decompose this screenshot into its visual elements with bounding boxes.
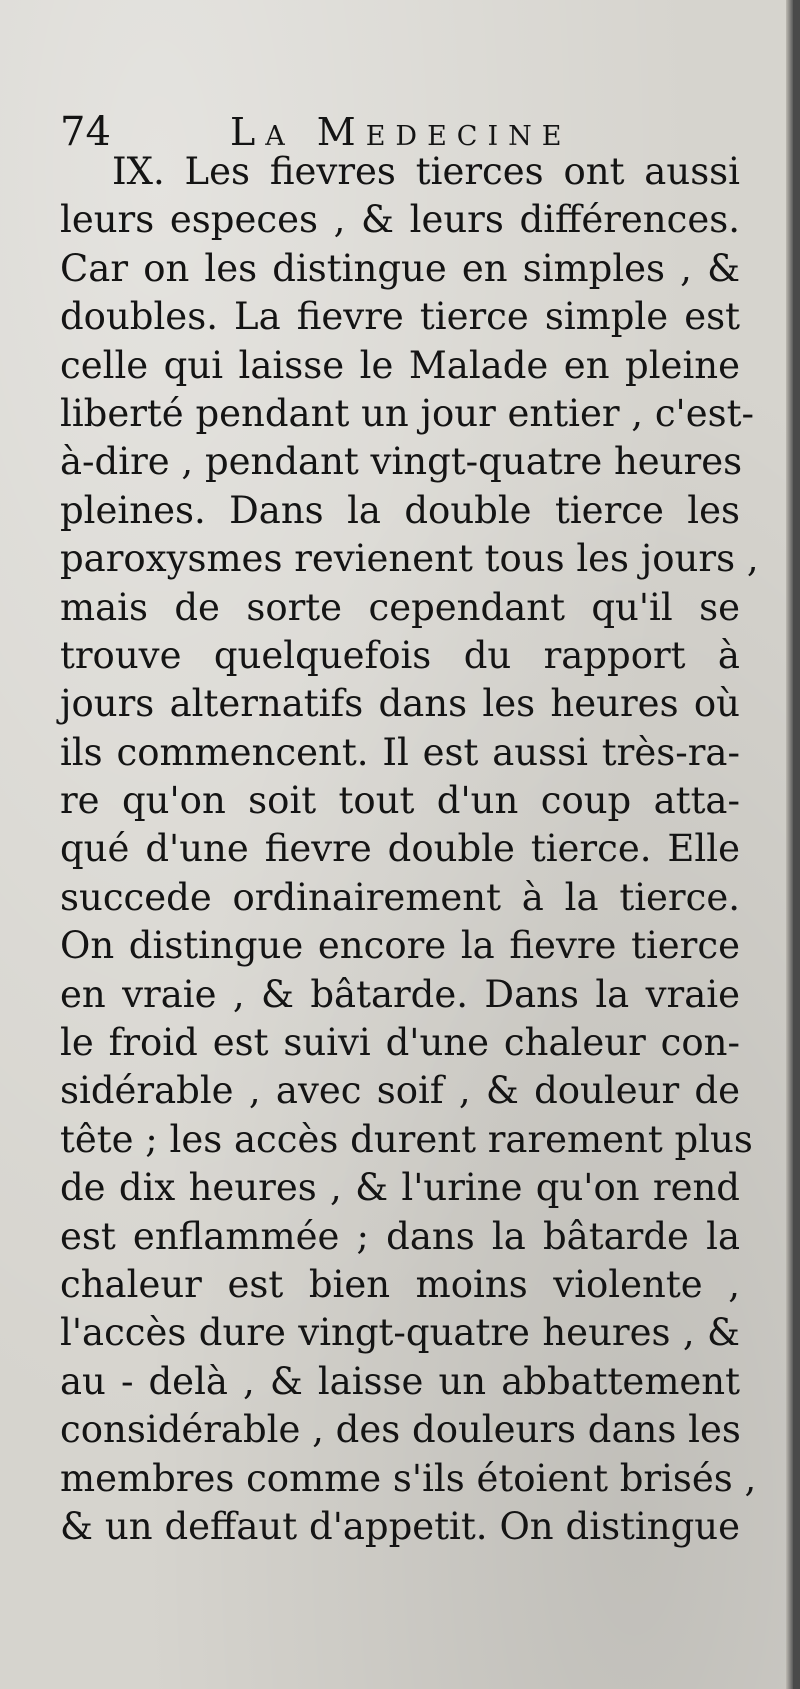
text-line: ils commencent. Il est aussi très-ra- [60,730,740,774]
text-line: & un deffaut d'appetit. On distingue [60,1504,740,1548]
text-line: de dix heures , & l'urine qu'on rend [60,1166,740,1210]
text-line: leurs especes , & leurs différences. [60,198,740,242]
text-line: jours alternatifs dans les heures où [60,682,740,726]
text-line: chaleur est bien moins violente , [60,1262,740,1306]
text-line: est enflammée ; dans la bâtarde la [60,1214,740,1258]
text-line: le froid est suivi d'une chaleur con- [60,1021,740,1065]
text-line: paroxysmes revienent tous les jours , [60,537,759,581]
text-line: pleines. Dans la double tierce les [60,488,740,532]
text-line: IX. Les fievres tierces ont aussi [112,150,740,193]
text-line: trouve quelquefois du rapport à [60,633,740,677]
text-line: tête ; les accès durent rarement plus [60,1117,753,1161]
text-line: doubles. La fievre tierce simple est [60,295,740,339]
text-line: l'accès dure vingt-quatre heures , & [60,1311,740,1355]
text-line: qué d'une fievre double tierce. Elle [60,827,740,871]
body-text [60,148,759,1551]
text-line: On distingue encore la fievre tierce [60,924,740,968]
text-line: Car on les distingue en simples , & [60,246,740,290]
text-line: succede ordinairement à la tierce. [60,875,740,919]
text-line: au - delà , & laisse un abbattement [60,1359,740,1403]
text-line: en vraie , & bâtarde. Dans la vraie [60,972,740,1016]
page-edge-shadow [786,0,793,1689]
text-line: liberté pendant un jour entier , c'est- [60,391,754,435]
page-number: 74 [60,109,111,155]
text-line: à-dire , pendant vingt-quatre heures [60,440,743,484]
text-line: re qu'on soit tout d'un coup atta- [60,779,740,823]
text-line: membres comme s'ils étoient brisés , [60,1456,757,1500]
text-line: considérable , des douleurs dans les [60,1408,741,1452]
text-line: sidérable , avec soif , & douleur de [60,1069,740,1113]
text-line: mais de sorte cependant qu'il se [60,585,740,629]
text-line: celle qui laisse le Malade en pleine [60,343,740,387]
running-title: La Medecine [230,110,572,154]
